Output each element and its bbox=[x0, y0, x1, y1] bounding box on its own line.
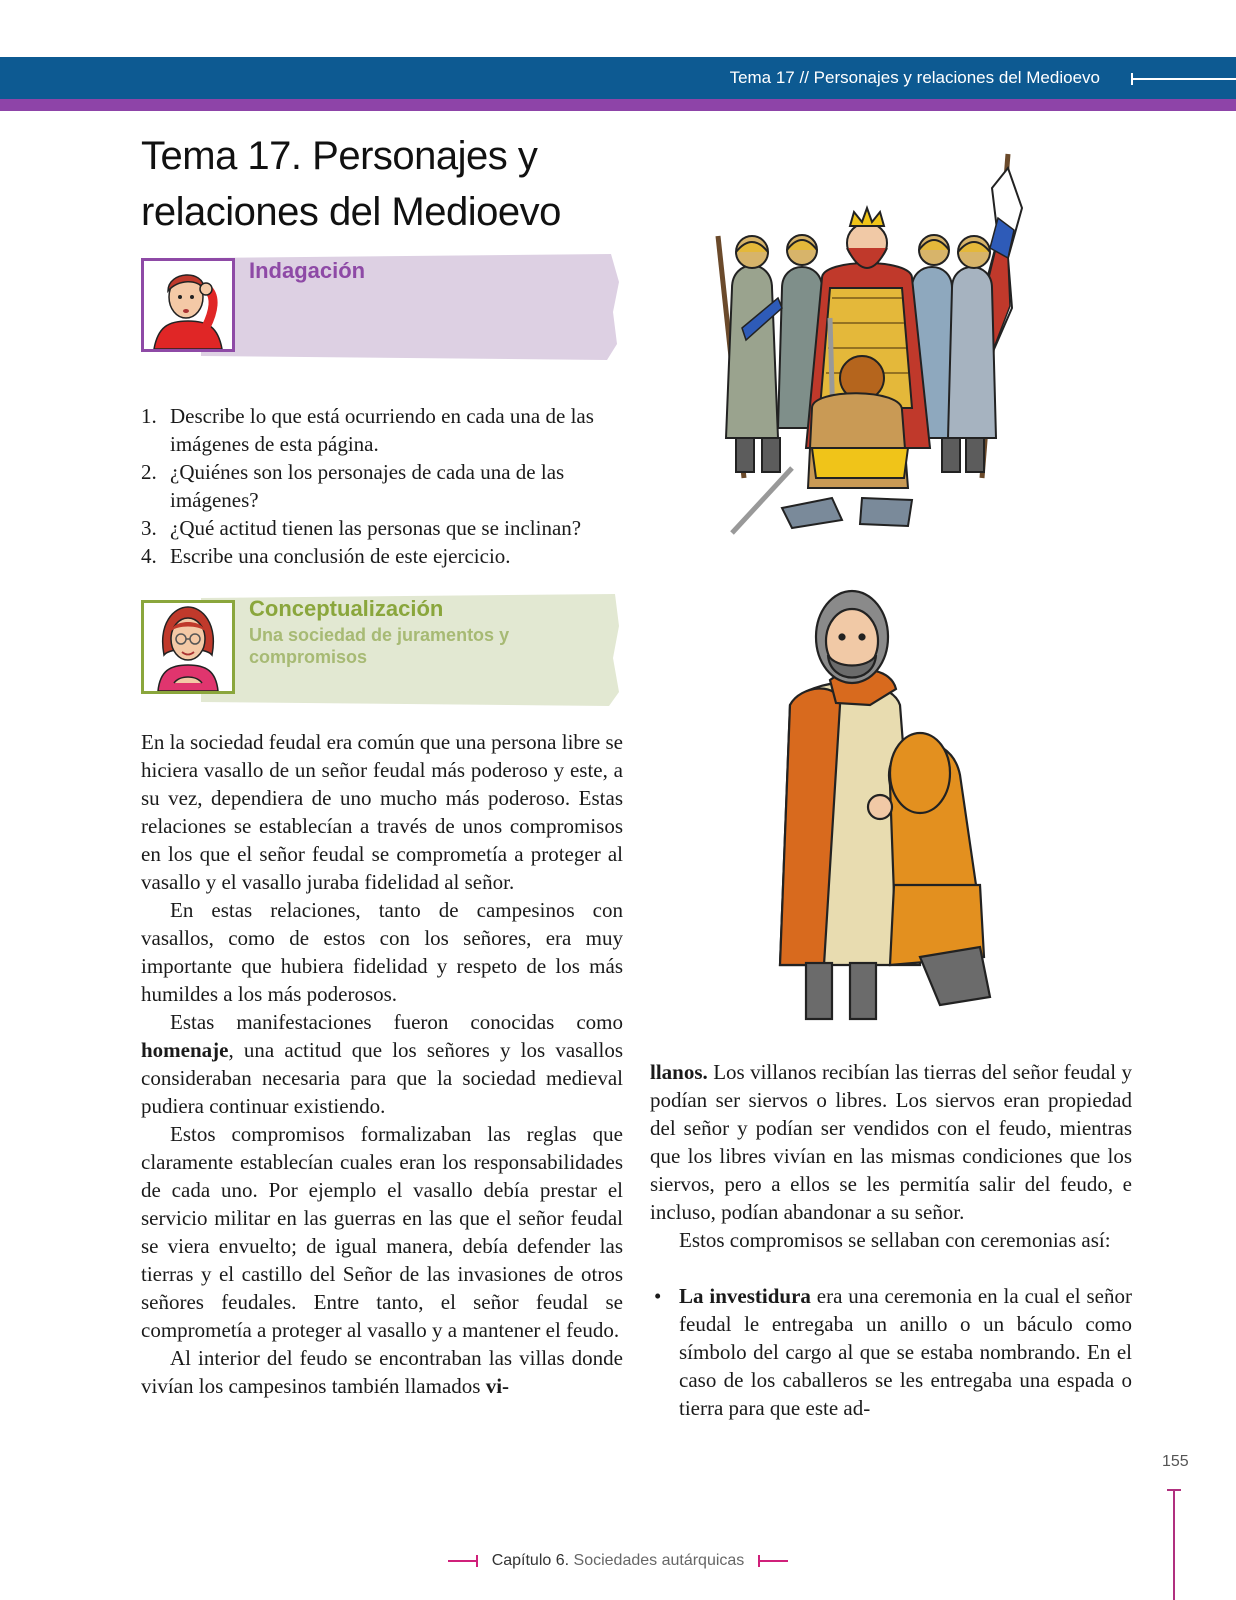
header-rule bbox=[1131, 78, 1236, 80]
list-text: Describe lo que está ocurriendo en cada una de las imágenes de esta página. bbox=[170, 404, 594, 456]
bold-term: llanos. bbox=[650, 1060, 708, 1084]
bold-term: homenaje bbox=[141, 1038, 229, 1062]
list-item bbox=[141, 402, 631, 458]
paragraph: En la sociedad feudal era común que una persona libre se hiciera vasallo de un señor feudal más poderoso y este, a su vez, dependiera de uno mucho más poderoso. Estas relaciones se establecían a través de unos compromisos en los que el señor feudal se comprometía a proteger al vasallo y el vasallo juraba fidelidad al señor. bbox=[141, 730, 623, 894]
indagacion-box bbox=[141, 252, 621, 362]
list-text: ¿Qué actitud tienen las personas que se inclinan? bbox=[170, 516, 582, 540]
page-title: Tema 17. Personajes y relaciones del Medioevo bbox=[141, 134, 561, 234]
list-item bbox=[141, 542, 631, 570]
paragraph: Estos compromisos formalizaban las reglas que claramente establecían cuales eran los responsabilidades de cada uno. Por ejemplo el vasallo debía prestar el servicio militar en las guerras en las que el señor feudal se viera envuelto; de igual manera, debía defender las tierras y el castillo del Señor de las invasiones de otros señores feudales. Entre tanto, el señor feudal se comprometía a proteger al vasallo y a mantener el feudo. bbox=[141, 1122, 623, 1342]
bold-term: vi- bbox=[485, 1374, 510, 1398]
paragraph bbox=[141, 1344, 623, 1400]
text-run: Al interior del feudo se encontraban las villas donde vivían los campesinos también llamados bbox=[141, 1346, 623, 1398]
paragraph bbox=[141, 1008, 623, 1120]
footer bbox=[0, 1552, 1236, 1570]
footer-title: Sociedades autárquicas bbox=[569, 1552, 745, 1569]
conceptualizacion-avatar bbox=[141, 600, 235, 694]
student-girl-icon bbox=[144, 603, 232, 691]
list-number: 1. bbox=[141, 404, 157, 428]
margin-rule bbox=[1173, 1489, 1175, 1600]
page-number: 155 bbox=[1162, 1453, 1189, 1470]
student-boy-thinking-icon bbox=[144, 261, 232, 349]
paragraph bbox=[650, 1058, 1132, 1226]
left-column-text bbox=[141, 728, 623, 1400]
bullet-icon: • bbox=[654, 1284, 662, 1308]
indagacion-avatar bbox=[141, 258, 235, 352]
conceptualizacion-subheading: Una sociedad de juramentos y compromisos bbox=[249, 625, 510, 667]
right-column-text bbox=[650, 1058, 1132, 1422]
indagacion-heading: Indagación bbox=[249, 258, 366, 283]
paragraph: Estos compromisos se sellaban con ceremonias así: bbox=[679, 1228, 1111, 1252]
list-item bbox=[141, 458, 631, 514]
list-number: 2. bbox=[141, 460, 157, 484]
header-accent-band bbox=[0, 99, 1236, 111]
conceptualizacion-heading: Conceptualización bbox=[249, 596, 444, 621]
text-run: Los villanos recibían las tierras del señor feudal y podían ser siervos o libres. Los siervos eran propiedad del señor y podían ser vendidos con el feudo, mientras que los libres vivían en las mismas condiciones que los siervos, pero a ellos se les permitía salir del feudo, e incluso, podían abandonar a su señor. bbox=[650, 1060, 1132, 1224]
list-text: Escribe una conclusión de este ejercicio. bbox=[170, 544, 511, 568]
bold-term: La investidura bbox=[679, 1284, 811, 1308]
king-and-knights-illustration bbox=[712, 148, 1052, 543]
footer-dash-right bbox=[758, 1560, 788, 1562]
text-run: era una ceremonia en la cual el señor feudal le entregaba un anillo o un báculo como símbolo del cargo al que se estaba nombrando. En el caso de los caballeros se les entregaba una espada o tierra para que este ad- bbox=[679, 1284, 1132, 1420]
running-title: Tema 17 // Personajes y relaciones del Medioevo bbox=[729, 68, 1100, 87]
list-item bbox=[141, 514, 631, 542]
text-run: Estas manifestaciones fueron conocidas como bbox=[170, 1010, 623, 1034]
paragraph: En estas relaciones, tanto de campesinos con vasallos, como de estos con los señores, era muy importante que hubiera fidelidad y respeto de los más humildes a los más poderosos. bbox=[141, 898, 623, 1006]
footer-chapter: Capítulo 6. bbox=[491, 1552, 570, 1569]
list-number: 4. bbox=[141, 544, 157, 568]
list-number: 3. bbox=[141, 516, 157, 540]
text-run: , una actitud que los señores y los vasallos consideraban necesaria para que la sociedad medieval pudiera continuar existiendo. bbox=[141, 1038, 623, 1118]
bullet-item bbox=[650, 1282, 1132, 1422]
list-text: ¿Quiénes son los personajes de cada una de las imágenes? bbox=[170, 460, 565, 512]
footer-dash-left bbox=[448, 1560, 478, 1562]
conceptualizacion-box bbox=[141, 592, 621, 708]
questions-list bbox=[141, 402, 631, 570]
homage-kneeling-illustration bbox=[770, 585, 1020, 1030]
